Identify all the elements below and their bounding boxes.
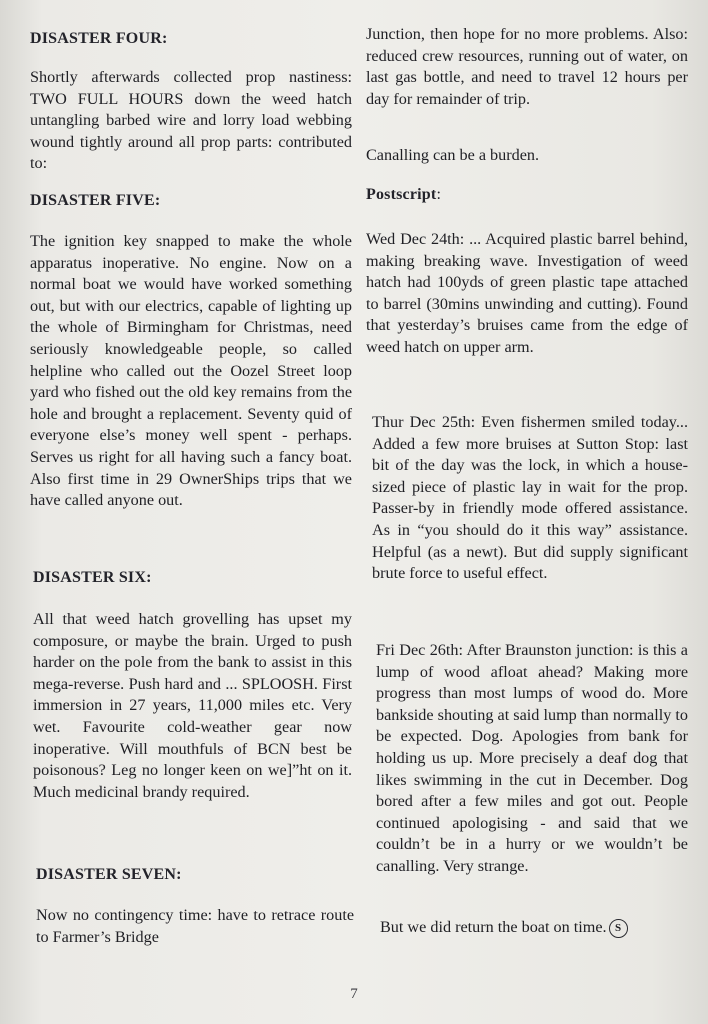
paragraph-burden: Canalling can be a burden. <box>366 146 540 164</box>
heading-disaster-four: DISASTER FOUR: <box>30 30 168 47</box>
end-mark-icon: S <box>609 919 628 938</box>
paragraph-disaster-five: The ignition key snapped to make the whole apparatus inoperative. No engine. Now on a normal boat we would have worked something out, but with our electrics, capable of lighting up the whole of Birmingham for Christmas, need seriously knowledgeable people, so called helpline who called out the Oozel Street loop yard who fished out the old key remains from the hole and brought a replacement. Seventy quid of everyone else’s money well spent - perhaps. Serves us right for all having such a fancy boat. Also first time in 29 OwnerShips trips that we have called anyone out. <box>30 232 352 510</box>
paragraph-dec-24: Wed Dec 24th: ... Acquired plastic barrel behind, making breaking wave. Investigation of weed hatch had 100yds of green plastic tape attached to barrel (30mins unwinding and cutting). Found that yesterday’s bruises came from the edge of weed hatch on upper arm. <box>366 230 688 356</box>
heading-postscript <box>366 186 441 204</box>
postscript-colon: : <box>436 186 442 203</box>
page-number: 7 <box>350 986 358 1002</box>
heading-disaster-six: DISASTER SIX: <box>33 569 152 586</box>
paragraph-disaster-four: Shortly afterwards collected prop nastiness: TWO FULL HOURS down the weed hatch untangling barbed wire and lorry load webbing wound tightly around all prop parts: contributed to: <box>30 68 352 173</box>
heading-disaster-five: DISASTER FIVE: <box>30 192 161 209</box>
paragraph-dec-25: Thur Dec 25th: Even fishermen smiled today... Added a few more bruises at Sutton Stop: last bit of the day was the lock, in which a house-sized piece of plastic lay in wait for the prop. Passer-by in friendly mode offered assistance. As in “you should do it this way” assistance. Helpful (as a newt). But did supply significant brute force to useful effect. <box>372 413 688 583</box>
postscript-label: Postscript <box>366 186 437 203</box>
closing-sentence: But we did return the boat on time. <box>380 918 607 936</box>
paragraph-continuation: Junction, then hope for no more problems. Also: reduced crew resources, running out of water, on last gas bottle, and need to travel 12 hours per day for remainder of trip. <box>366 25 688 108</box>
heading-disaster-seven: DISASTER SEVEN: <box>36 866 182 883</box>
paragraph-disaster-six: All that weed hatch grovelling has upset my composure, or maybe the brain. Urged to push harder on the pole from the bank to assist in this mega-reverse. Push hard and ... SPLOOSH. First immersion in 27 years, 11,000 miles etc. Very wet. Favourite cold-weather gear now inoperative. Will mouthfuls of BCN best be poisonous? Leg no longer keen on we]”ht on it. Much medicinal brandy required. <box>33 610 352 801</box>
paragraph-dec-26: Fri Dec 26th: After Braunston junction: is this a lump of wood afloat ahead? Making more progress than most lumps of wood do. More bankside shouting at said lump than normally to be expected. Dog. Apologies from bank for holding us up. More precisely a deaf dog that likes swimming in the cut in December. Dog bored after a few miles and got out. People continued apologising - and said that we couldn’t be in a hurry or we wouldn’t be canalling. Very strange. <box>376 641 688 875</box>
closing-line <box>380 918 628 938</box>
paragraph-disaster-seven: Now no contingency time: have to retrace route to Farmer’s Bridge <box>36 906 354 946</box>
